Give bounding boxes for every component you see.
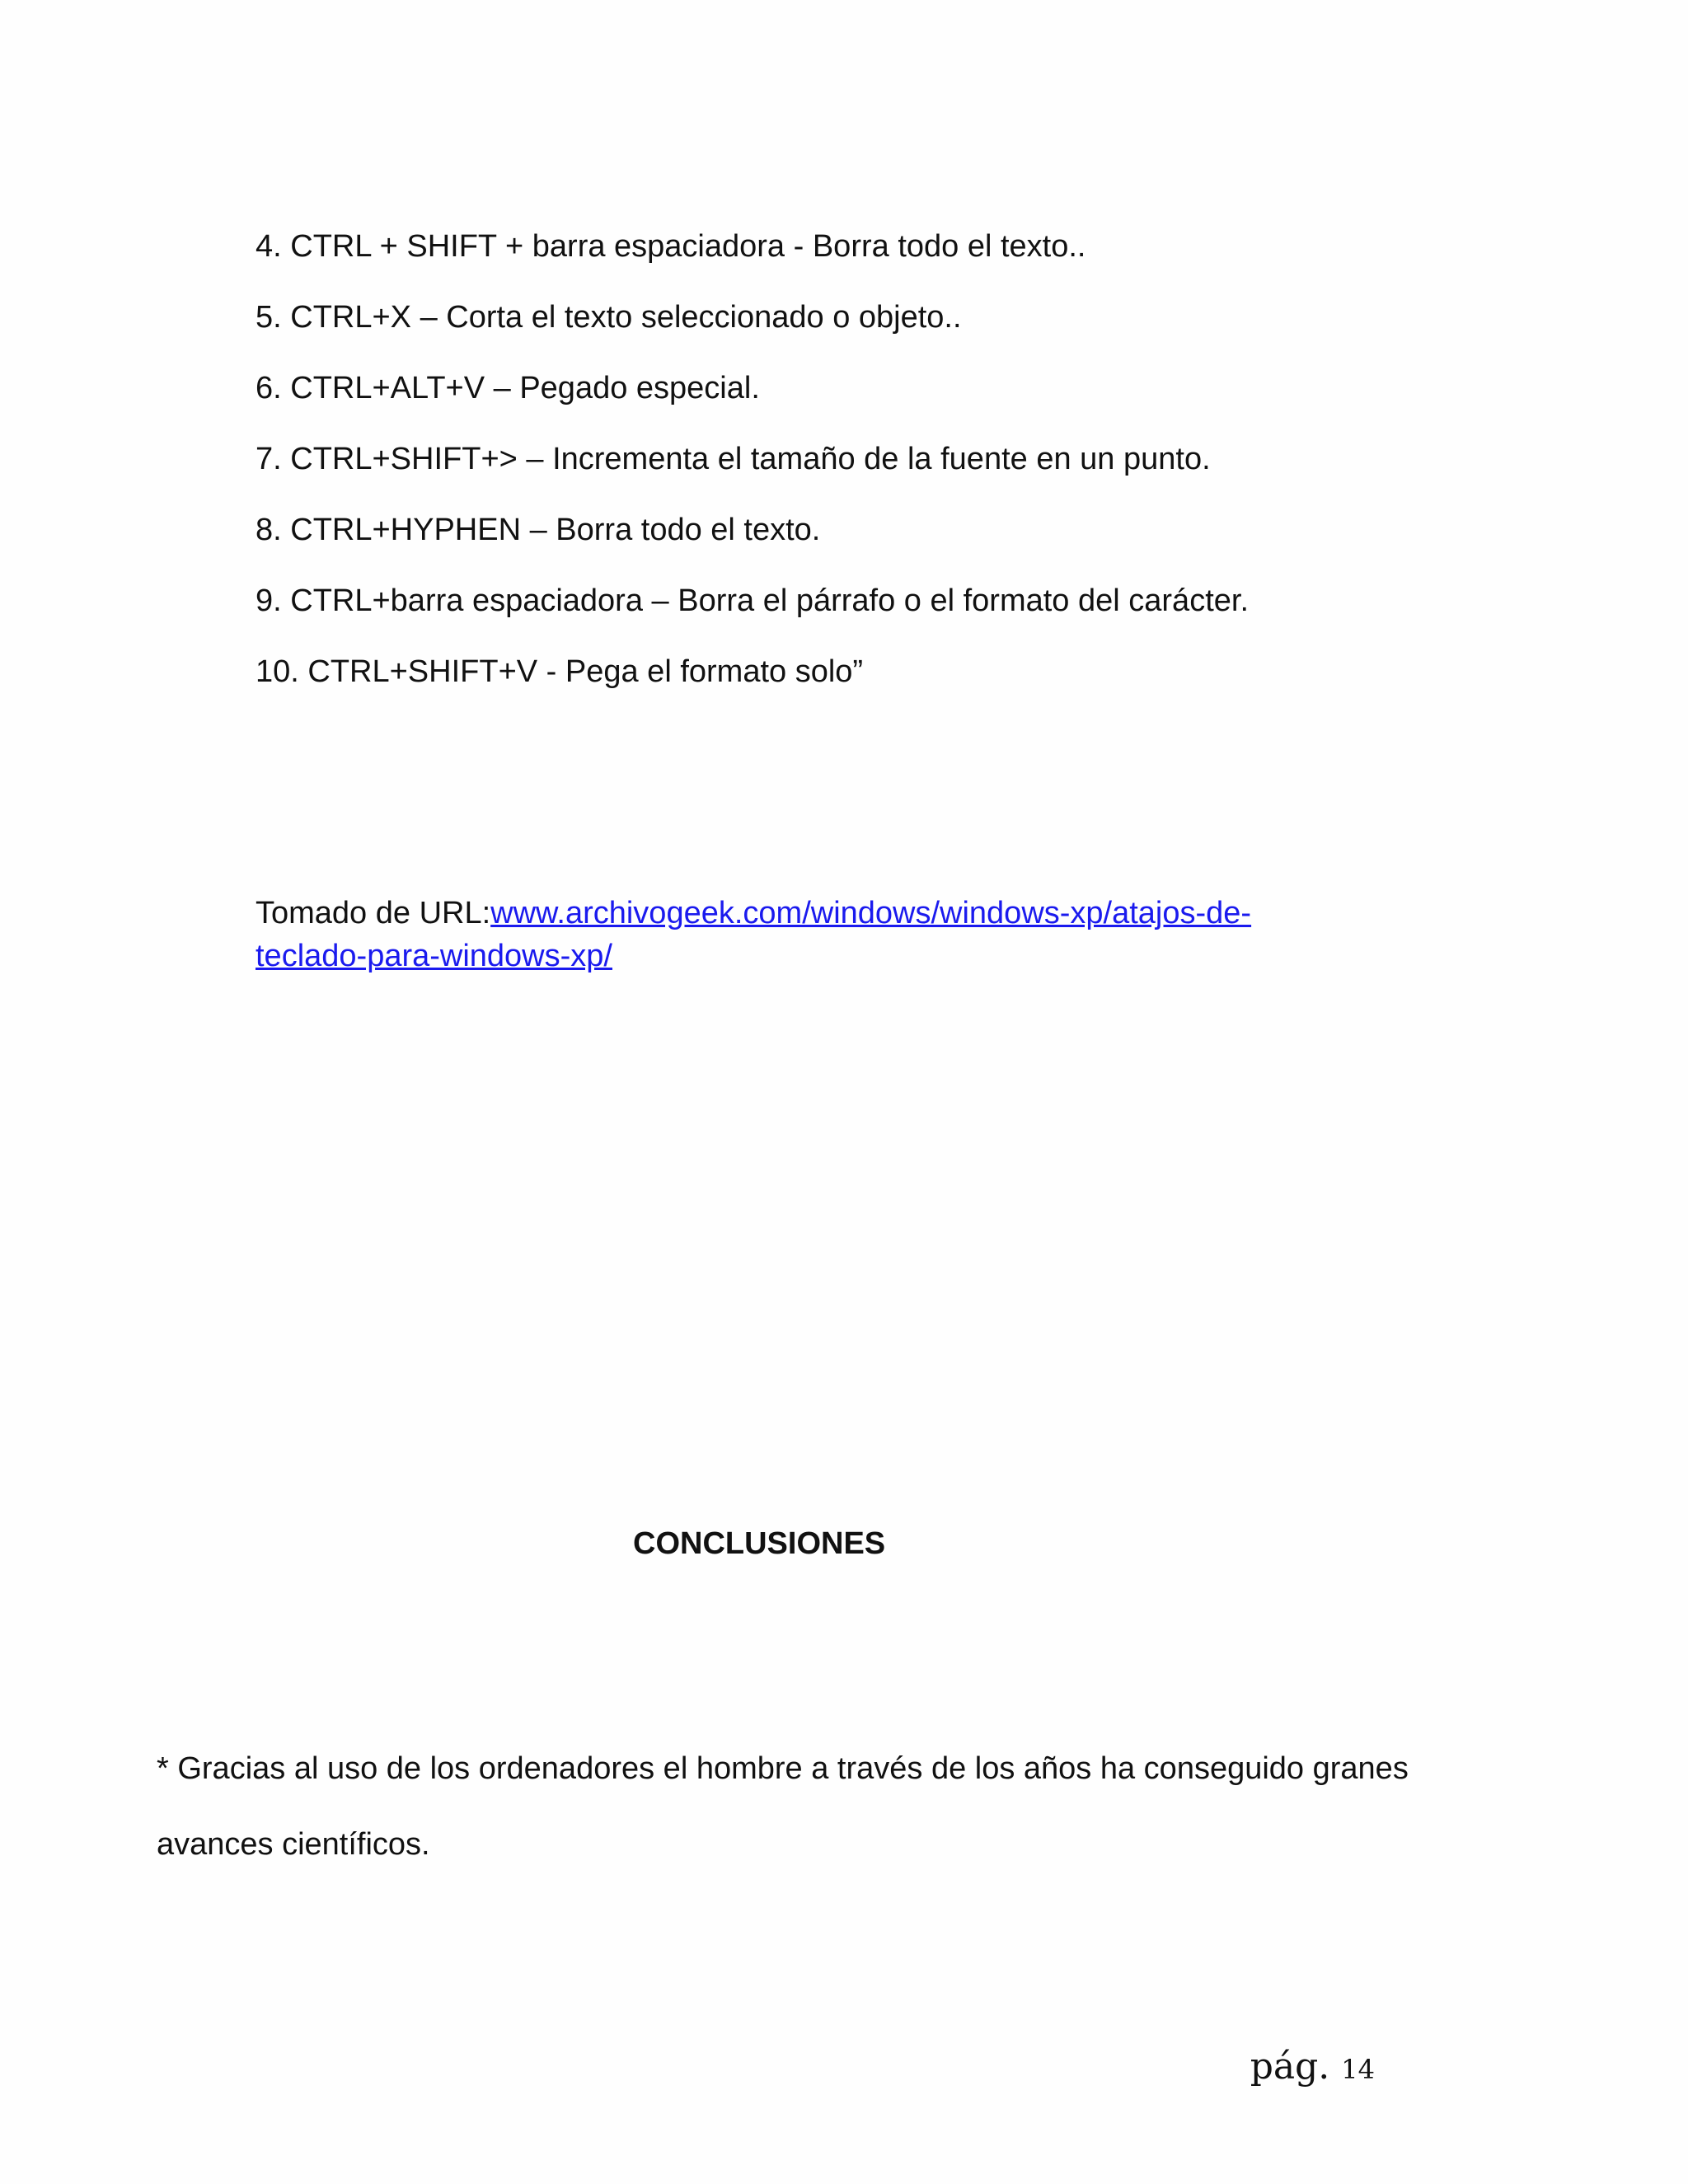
- page-number-value: 14: [1341, 2054, 1375, 2085]
- conclusion-text: * Gracias al uso de los ordenadores el hombre a través de los años ha conseguido granes avances científicos.: [157, 1751, 1409, 1862]
- source-reference: [256, 892, 1343, 977]
- page-label: pág.: [1250, 2046, 1330, 2088]
- section-title: CONCLUSIONES: [633, 1526, 886, 1561]
- shortcut-item: 5. CTRL+X – Corta el texto seleccionado o objeto..: [256, 300, 962, 335]
- shortcut-item: 4. CTRL + SHIFT + barra espaciadora - Borra todo el texto..: [256, 229, 1086, 264]
- page-number: [1250, 2044, 1375, 2093]
- shortcut-item: 6. CTRL+ALT+V – Pegado especial.: [256, 371, 760, 405]
- source-label: Tomado de URL:: [256, 896, 491, 930]
- shortcut-item: 8. CTRL+HYPHEN – Borra todo el texto.: [256, 513, 821, 547]
- shortcut-list: [256, 227, 1492, 724]
- shortcut-item: 7. CTRL+SHIFT+> – Incrementa el tamaño de la fuente en un punto.: [256, 442, 1211, 476]
- shortcut-item: 9. CTRL+barra espaciadora – Borra el párrafo o el formato del carácter.: [256, 583, 1249, 618]
- shortcut-item: 10. CTRL+SHIFT+V - Pega el formato solo”: [256, 654, 864, 689]
- source-link[interactable]: www.archivogeek.com/windows/windows-xp/atajos-de-teclado-para-windows-xp/: [256, 896, 1252, 973]
